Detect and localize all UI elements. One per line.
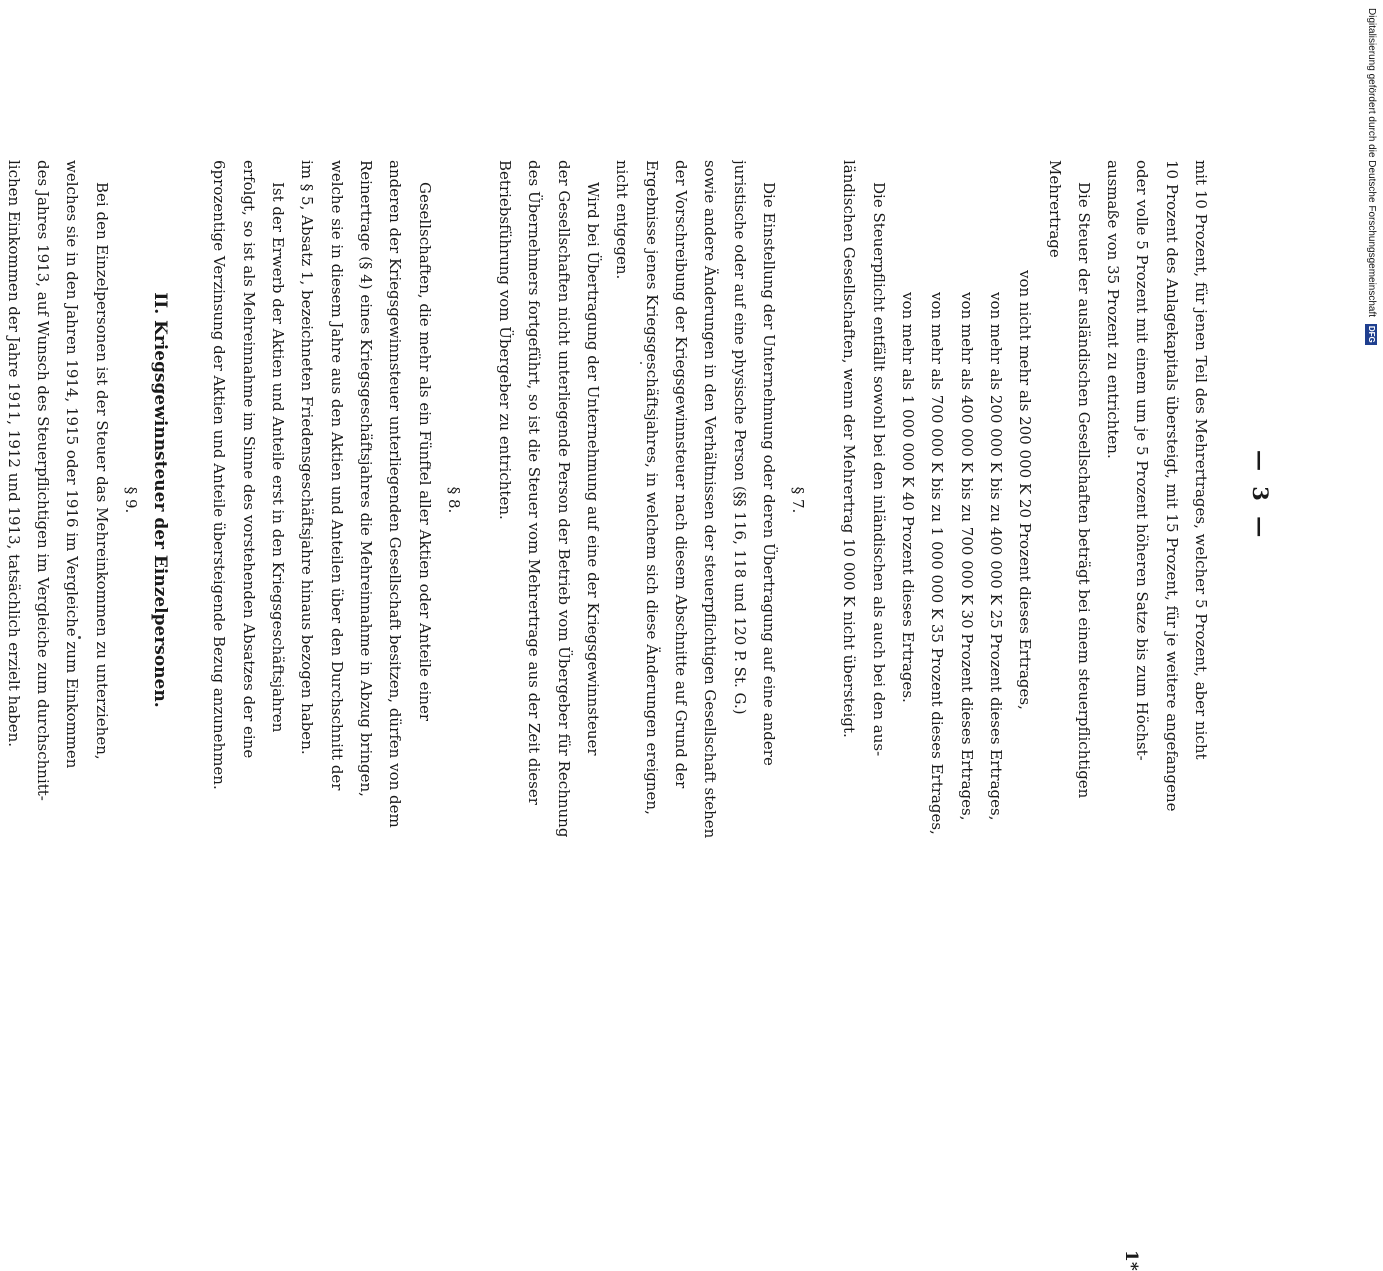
- text-line: der Gesellschaften nicht unterliegende Person der Betrieb vom Übergeber für Rechnung: [554, 160, 573, 838]
- signature-mark: 1*: [1121, 1250, 1141, 1271]
- text-line: Die Einstellung der Unternehmung oder deren Übertragung auf eine andere: [759, 182, 778, 766]
- text-line: juristische oder auf eine physische Person (§§ 116, 118 und 120 P. St. G.): [730, 160, 749, 715]
- text-line: Mehrertrage: [1045, 160, 1064, 258]
- section-8-heading: § 8.: [444, 486, 463, 514]
- rate-line: von nicht mehr als 200 000 K 20 Prozent dieses Ertrages,: [1016, 270, 1035, 710]
- text-line: der Vorschreibung der Kriegsgewinnsteuer nach diesem Abschnitte auf Grund der: [671, 160, 690, 789]
- rate-line: von mehr als 200 000 K bis zu 400 000 K 25 Prozent dieses Ertrages,: [986, 292, 1005, 821]
- text-line: Ergebnisse jenes Kriegsgeschäftsjahres, in welchem sich diese Änderungen ereignen,: [642, 160, 661, 815]
- text-line: sowie andere Änderungen in den Verhältnissen der steuerpflichtigen Gesellschaft stehen: [701, 160, 720, 839]
- rate-line: von mehr als 700 000 K bis zu 1 000 000 K 35 Prozent dieses Ertrages,: [928, 292, 947, 835]
- text-line: Wird bei Übertragung der Unternehmung auf eine der Kriegsgewinnsteuer: [584, 182, 603, 756]
- text-line: ländischen Gesellschaften, wenn der Mehrertrag 10 000 K nicht übersteigt.: [840, 160, 859, 738]
- text-line: 6prozentige Verzinsung der Aktien und Anteile übersteigende Bezug anzunehmen.: [210, 160, 229, 790]
- text-line: Bei den Einzelpersonen ist der Steuer das Mehreinkommen zu unterziehen,: [92, 182, 111, 760]
- rotated-document-page: [4, 160, 1273, 1271]
- text-line: im § 5, Absatz 1, bezeichneten Friedensgeschäftsjahre hinaus bezogen haben.: [298, 160, 317, 755]
- funding-note: [1360, 8, 1382, 398]
- text-line: Betriebsführung vom Übergeber zu entrichten.: [496, 160, 515, 520]
- text-line: oder volle 5 Prozent mit einem um je 5 Prozent höheren Satze bis zum Höchst-: [1133, 160, 1152, 761]
- text-line: welche sie in diesem Jahre aus den Aktien und Anteilen über den Durchschnitt der: [327, 160, 346, 791]
- text-line: Die Steuer der ausländischen Gesellschaften beträgt bei einem steuerpflichtigen: [1074, 182, 1093, 799]
- section-9-heading: § 9.: [121, 486, 140, 514]
- text-line: welches sie in den Jahren 1914, 1915 oder 1916 im Vergleiche zum Einkommen: [63, 160, 82, 769]
- text-line: erfolgt, so ist als Mehreinnahme im Sinne des vorstehenden Absatzes der eine: [239, 160, 258, 759]
- rate-line: von mehr als 400 000 K bis zu 700 000 K 30 Prozent dieses Ertrages,: [957, 292, 976, 821]
- text-line: Ist der Erwerb der Aktien und Anteile erst in den Kriegsgeschäftsjahren: [269, 182, 288, 733]
- text-line: lichen Einkommen der Jahre 1911, 1912 und 1913, tatsächlich erzielt haben.: [4, 160, 23, 747]
- text-line: 10 Prozent des Anlagekapitals übersteigt, mit 15 Prozent, für je weitere angefangene: [1162, 160, 1181, 812]
- text-line: nicht entgegen.: [613, 160, 632, 280]
- dfg-logo: DFG: [1367, 325, 1376, 343]
- text-line: ausmaße von 35 Prozent zu entrichten.: [1104, 160, 1123, 459]
- part-2-heading: II. Kriegsgewinnsteuer der Einzelpersonen.: [150, 292, 171, 708]
- text-line: Gesellschaften, die mehr als ein Fünftel aller Aktien oder Anteile einer: [415, 182, 434, 722]
- text-line: anderen der Kriegsgewinnsteuer unterliegenden Gesellschaft besitzen, dürfen von dem: [386, 160, 405, 828]
- section-7-heading: § 7.: [789, 486, 808, 514]
- page-folio: — 3 —: [1248, 450, 1273, 542]
- text-line: mit 10 Prozent, für jenen Teil des Mehrertrages, welcher 5 Prozent, aber nicht: [1192, 160, 1210, 760]
- rate-line: von mehr als 1 000 000 K 40 Prozent dieses Ertrages.: [899, 292, 918, 703]
- text-line: Die Steuerpflicht entfällt sowohl bei den inländischen als auch bei den aus-: [869, 182, 888, 757]
- text-line: des Übernehmers fortgeführt, so ist die Steuer vom Mehrertrage aus der Zeit dieser: [525, 160, 544, 805]
- funding-note-text: Digitalisierung gefördert durch die Deutsche Forschungsgemeinschaft: [1366, 8, 1377, 318]
- text-line: Reinertrage (§ 4) eines Kriegsgeschäftsjahres die Mehreinnahme in Abzug bringen,: [356, 160, 375, 797]
- text-line: des Jahres 1913, auf Wunsch des Steuerpflichtigen im Vergleiche zum durchschnitt-: [34, 160, 53, 801]
